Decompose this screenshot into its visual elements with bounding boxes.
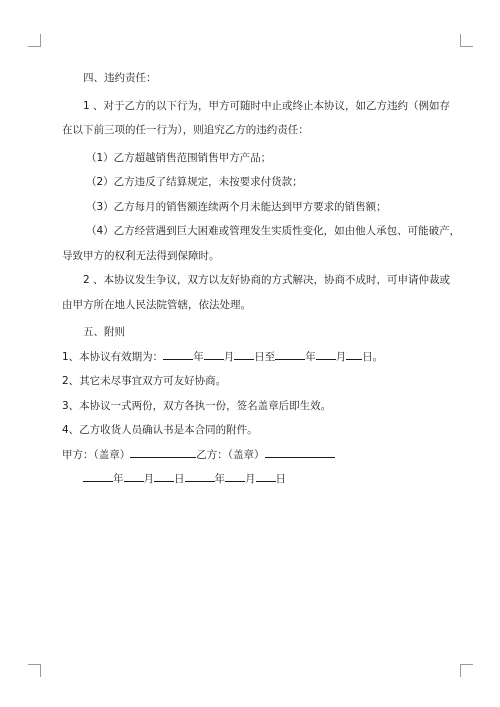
- label-year: 年: [113, 473, 124, 485]
- section-4-heading: 四、违约责任：: [83, 72, 157, 84]
- blank-start-day[interactable]: [234, 349, 254, 360]
- party-b-label: 乙方：（盖章）: [196, 448, 265, 461]
- blank-sign-b-month[interactable]: [225, 471, 245, 482]
- blank-sign-a-month[interactable]: [124, 471, 144, 482]
- section-5-heading: 五、附则: [83, 326, 125, 338]
- appendix-clause-2: 2、其它未尽事宜双方可友好协商。: [62, 375, 227, 387]
- label-month: 月: [245, 473, 256, 485]
- breach-item-3: （3）乙方每月的销售额连续两个月未能达到甲方要求的销售额；: [86, 200, 387, 213]
- breach-item-4-line-2: 导致甲方的权利无法得到保障时。: [62, 249, 220, 262]
- blank-sign-a-year[interactable]: [83, 471, 113, 482]
- label-day: 日: [174, 473, 185, 485]
- label-year: 年: [214, 473, 225, 485]
- appendix-clause-3: 3、本协议一式两份，双方各执一份，签名盖章后即生效。: [62, 399, 332, 412]
- label-year: 年: [193, 350, 204, 363]
- breach-item-4-line-1: （4）乙方经营遇到巨大困难或管理发生实质性变化，如由他人承包、可能破产，: [86, 225, 461, 237]
- crop-mark-top-right: [460, 34, 473, 47]
- blank-end-day[interactable]: [346, 349, 362, 360]
- blank-sign-a-day[interactable]: [154, 471, 174, 482]
- document-body: [62, 66, 461, 492]
- clause-2-line-2: 由甲方所在地人民法院管辖，依法处理。: [62, 298, 251, 311]
- crop-mark-bottom-left: [28, 664, 41, 677]
- signature-line: [62, 443, 442, 468]
- validity-clause: [62, 345, 442, 370]
- validity-prefix: 1、本协议有效期为：: [62, 350, 164, 363]
- label-day: 日: [275, 473, 286, 485]
- appendix-clause-4: 4、乙方收货人员确认书是本合同的附件。: [62, 424, 258, 436]
- blank-end-month[interactable]: [316, 349, 336, 360]
- crop-mark-top-left: [28, 34, 41, 47]
- crop-mark-bottom-right: [460, 664, 473, 677]
- blank-start-year[interactable]: [163, 349, 193, 360]
- blank-end-year[interactable]: [275, 349, 305, 360]
- blank-start-month[interactable]: [204, 349, 224, 360]
- breach-item-2: （2）乙方违反了结算规定，未按要求付货款；: [86, 176, 303, 188]
- clause-1-line-1: 1 、对于乙方的以下行为，甲方可随时中止或终止本协议，如乙方违约（例如存: [83, 99, 451, 112]
- party-b-signature-blank[interactable]: [265, 447, 335, 458]
- label-month: 月: [223, 350, 235, 363]
- clause-2-line-1: 2 、本协议发生争议，双方以友好协商的方式解决，协商不成时，可申请仲裁或: [83, 274, 451, 286]
- blank-sign-b-year[interactable]: [185, 471, 215, 482]
- label-day-to: 日至: [254, 350, 276, 363]
- label-month: 月: [335, 350, 347, 363]
- label-day-end: 日。: [362, 350, 384, 363]
- label-month: 月: [143, 473, 154, 485]
- label-year: 年: [305, 350, 316, 363]
- blank-sign-b-day[interactable]: [256, 471, 276, 482]
- clause-1-line-2: 在以下前三项的任一行为），则追究乙方的违约责任：: [62, 124, 309, 136]
- party-a-label: 甲方：（盖章）: [62, 448, 131, 461]
- party-a-signature-blank[interactable]: [130, 447, 196, 458]
- signing-date-line: [62, 467, 442, 492]
- breach-item-1: （1）乙方超越销售范围销售甲方产品；: [86, 151, 272, 164]
